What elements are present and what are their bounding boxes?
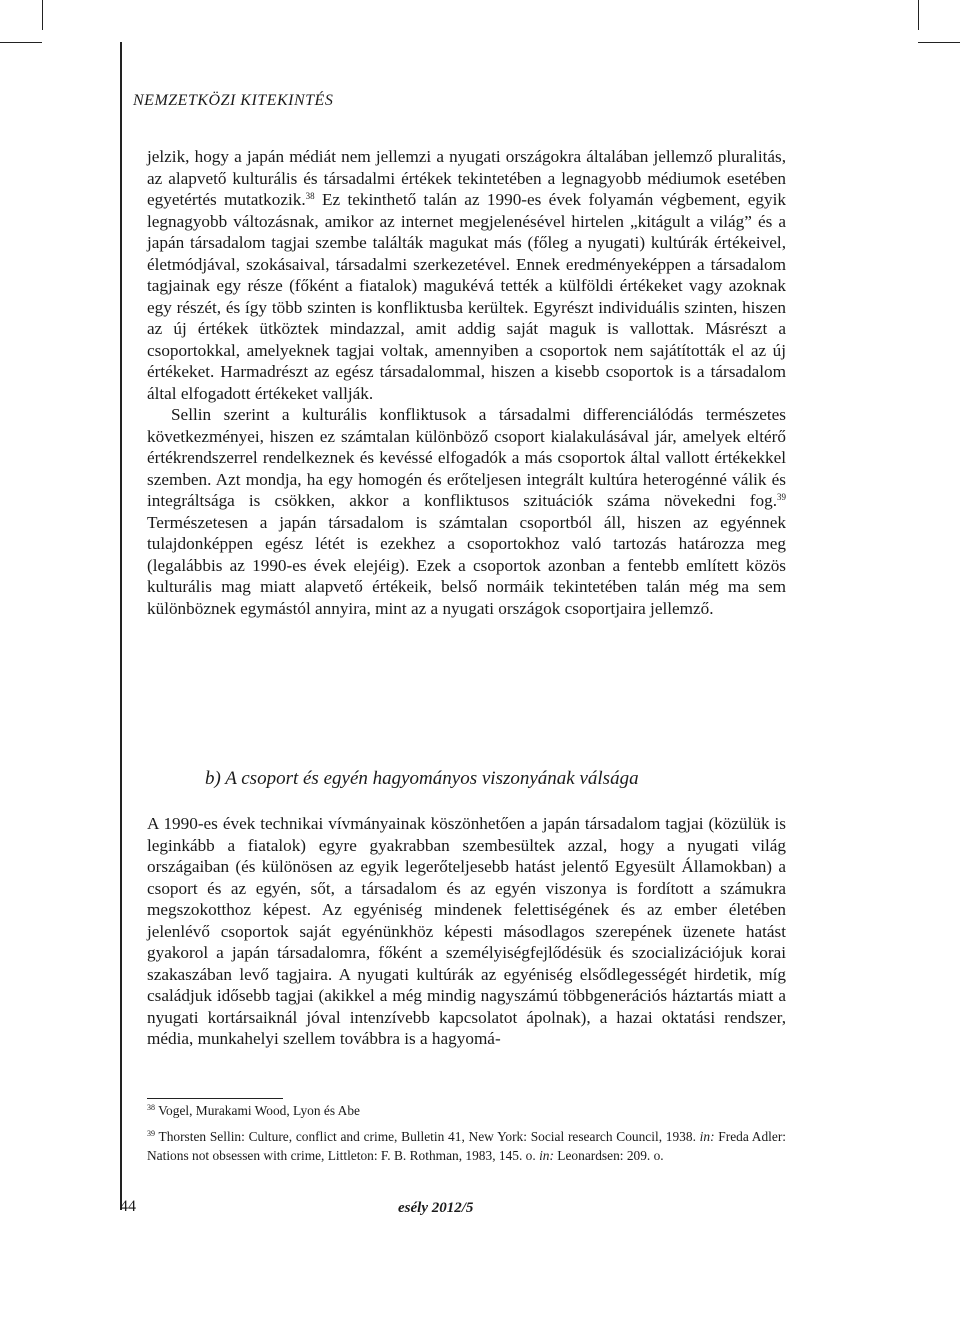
footnote-39: $^{39}$ Thorsten Sellin: Culture, conflict and crime, Bulletin 41, New York: Social research Council, 1938. in: Freda Adler: Nations not obsessen with crime, Littleton: F. B. Rothman, 1983, 145. o. in: Leonardsen: 209. o. xyxy=(147,1128,787,1163)
footnotes xyxy=(147,1101,786,1172)
paragraph: jelzik, hogy a japán médiát nem jellemzi a nyugati országokra általában jellemző pluralitás, az alapvető kulturális és társadalmi értékek tekintetében a legnagyobb médiumok esetében egyetértés mutatkozik.$^{38}$ Ez tekinthető talán az 1990-es évek folyamán végbement, egyik legnagyobb változásnak, amikor az internet megjelenésével hirtelen „kitágult a világ” és a japán társadalom tagjai szembe találták magukat más (főleg a nyugati) kultúrák értékeivel, életmódjával, szokásaival, társadalmi szerkezetével. Ennek eredményeképpen a társadalom tagjainak egy része (főként a fiatalok) magukévá tették a külföldi értékeket vagy azoknak egy részét, és így több szinten is konfliktusba kerültek. Egyrészt individuális szinten, hiszen az új értékek ütköztek mindazzal, amit addig saját maguk is vallottak. Másrészt a csoportokkal, amelyeknek tagjai voltak, amennyiben a csoportok nem sajátították el az új értékeket. Harmadrészt az egész társadalommal, hiszen a kisebb csoportok is a társadalom által elfogadott értékeket vallják. xyxy=(147,147,786,403)
body-text-upper xyxy=(147,146,786,619)
margin-rule xyxy=(120,42,122,1210)
paragraph: A 1990-es évek technikai vívmányainak köszönhetően a japán társadalom tagjai (közülük is leginkább a fiatalok) egyre gyakrabban szembesültek azzal, hogy a nyugati világ országaiban (és különösen az egyik legerőteljesebb hatást jelentő Egyesült Államokban) a csoport és az egyén, sőt, a társadalom és az egyén viszonya is fordított a számukra megszokotthoz képest. Az egyéniség mindenek felettiségének és az ember életében jelenlévő csoportok saját egyénünkhöz képesti másodlagos szerepének üzenete hatást gyakorol a japán társadalomra, főként a személyiségfejlődésük és szocializációjuk korai szakaszában levő tagjaira. A nyugati kultúrák az egyéniség elsődlegességét hirdetik, míg családjuk idősebb tagjai (akikkel a még mindig nagyszámú többgenerációs háztartás miatt a nyugati kortársaiknál jóval intenzívebb kapcsolatot ápolnak), a hazai oktatási rendszer, média, munkahelyi szellem továbbra is a hagyomá- xyxy=(147,814,786,1048)
crop-mark-top-right-v xyxy=(918,0,919,30)
paragraph: Sellin szerint a kulturális konfliktusok a társadalmi differenciálódás természetes következményei, hiszen ez számtalan különböző csoport kialakulásával jár, amelyek eltérő értékrendszerrel rendelkeznek és kevéssé elfogadók a más csoportok által vallott értékekkel szemben. Azt mondja, ha egy homogén és erőteljesen integrált kultúra heterogénné válik és integráltsága is csökken, akkor a konfliktusos szituációk száma növekedni fog.$^{39}$ Természetesen a japán társadalom is számtalan csoportból áll, hiszen az egyénnek tulajdonképpen egész létét is ezekhez a csoportokhoz való tartozás határozza meg (legalábbis az 1990-es évek elejéig). Ezek a csoportok azonban a fentebb említett közös kulturális mag miatt alapvető értékeik, belső normáik tekintetében talán még ma sem különböznek egymástól annyira, mint az a nyugati országok csoportjaira jellemző. xyxy=(147,405,786,618)
crop-mark-top-left-h xyxy=(0,42,42,43)
footnote-ref-38[interactable]: 38 xyxy=(305,191,315,201)
page-number: 44 xyxy=(120,1198,136,1215)
section-subheading: b) A csoport és egyén hagyományos viszonyának válsága xyxy=(205,768,639,789)
footnote-ref-39[interactable]: 39 xyxy=(777,492,786,502)
journal-name: esély 2012/5 xyxy=(398,1200,474,1216)
footnote-divider xyxy=(147,1098,283,1099)
crop-mark-top-left-v xyxy=(42,0,43,30)
footnote-38: $^{38}$ Vogel, Murakami Wood, Lyon és Abe xyxy=(147,1103,360,1118)
body-text-lower xyxy=(147,813,786,1050)
crop-mark-top-right-h xyxy=(918,42,960,43)
running-head: NEMZETKÖZI KITEKINTÉS xyxy=(133,92,334,109)
